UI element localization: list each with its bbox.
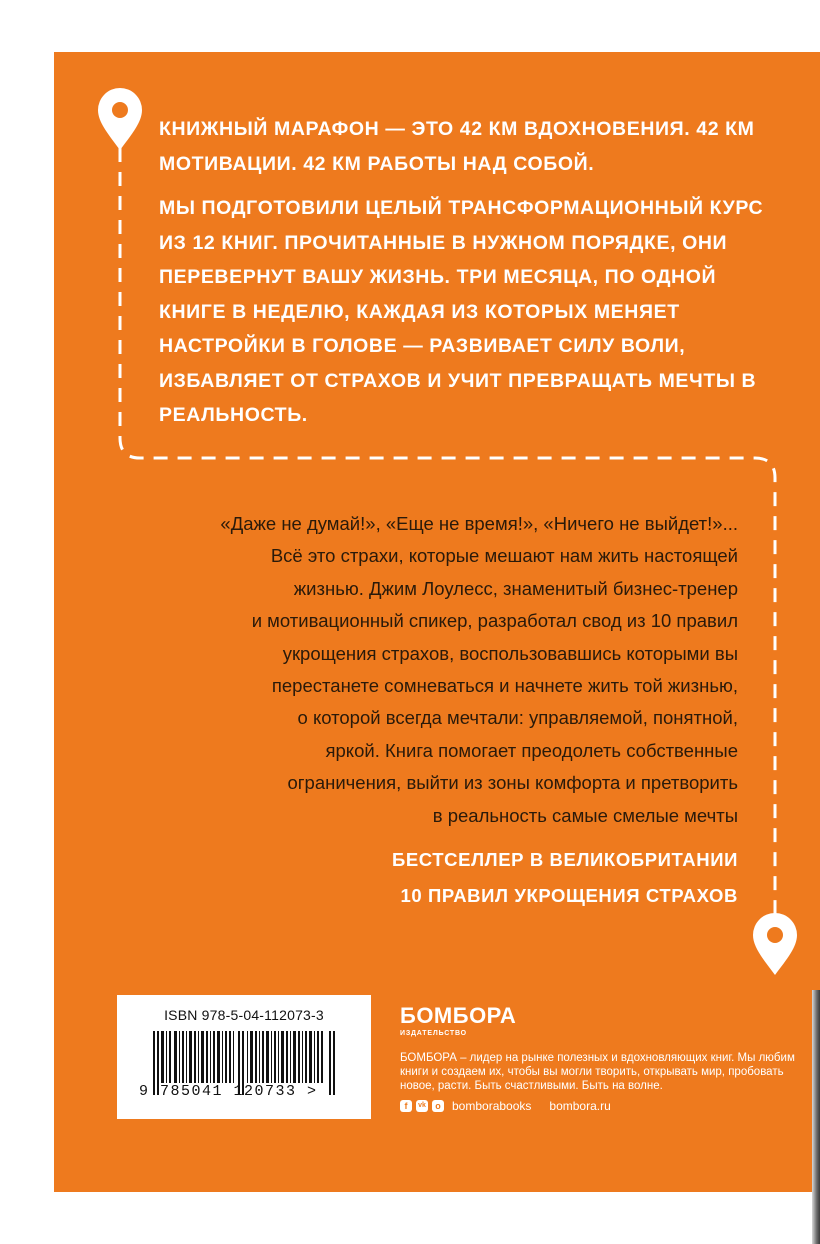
facebook-icon[interactable]: f (400, 1100, 412, 1112)
tagline (260, 842, 738, 914)
barcode-digits: 9 785041 120733 > (139, 1083, 318, 1100)
book-description (150, 508, 738, 832)
instagram-icon[interactable]: o (432, 1100, 444, 1112)
vk-icon[interactable]: vk (416, 1100, 428, 1112)
desc-line: укрощения страхов, воспользовавшись которыми вы (282, 642, 738, 664)
desc-line: в реальность самые смелые мечты (432, 804, 738, 826)
tagline-subtitle: 10 ПРАВИЛ УКРОЩЕНИЯ СТРАХОВ (400, 885, 738, 906)
publisher-description: БОМБОРА – лидер на рынке полезных и вдохновляющих книг. Мы любим книги и создаем их, чтобы вы могли творить, открывать мир, пробовать новое, расти. Быть счастливыми. Быть на волне. (400, 1052, 795, 1092)
intro-headline (159, 112, 789, 181)
social-handle-link[interactable]: bomborabooks (452, 1099, 532, 1113)
publisher-social (400, 1099, 800, 1113)
desc-line: Всё это страхи, которые мешают нам жить настоящей (270, 545, 738, 567)
isbn-label: ISBN 978-5-04-112073-3 (164, 1007, 324, 1023)
marathon-brand: КНИЖНЫЙ МАРАФОН (159, 118, 380, 140)
website-link[interactable]: bombora.ru (549, 1099, 611, 1113)
intro-block (159, 112, 789, 433)
intro-body: МЫ ПОДГОТОВИЛИ ЦЕЛЫЙ ТРАНСФОРМАЦИОННЫЙ КУРС ИЗ 12 КНИГ. ПРОЧИТАННЫЕ В НУЖНОМ ПОРЯДКЕ, ОНИ ПЕРЕВЕРНУТ ВАШУ ЖИЗНЬ. ТРИ МЕСЯЦА, ПО ОДНОЙ КНИГЕ В НЕДЕЛЮ, КАЖДАЯ ИЗ КОТОРЫХ МЕНЯЕТ НАСТРОЙКИ В ГОЛОВЕ — РАЗВИВАЕТ СИЛУ ВОЛИ, ИЗБАВЛЯЕТ ОТ СТРАХОВ И УЧИТ ПРЕВРАЩАТЬ МЕЧТЫ В РЕАЛЬНОСТЬ. (159, 197, 764, 426)
desc-line: «Даже не думай!», «Еще не время!», «Ничего не выйдет!»... (220, 513, 738, 534)
desc-line: о которой всегда мечтали: управляемой, понятной, (297, 707, 738, 729)
desc-line: жизнью. Джим Лоулесс, знаменитый бизнес-тренер (293, 577, 738, 599)
tagline-bestseller: БЕСТСЕЛЛЕР В ВЕЛИКОБРИТАНИИ (391, 849, 738, 870)
publisher-logo: БОМБОРА (400, 1003, 517, 1028)
desc-line: яркой. Книга помогает преодолеть собственные (325, 739, 738, 761)
desc-line: ограничения, выйти из зоны комфорта и претворить (287, 772, 738, 794)
desc-line: перестанете сомневаться и начнете жить той жизнью, (271, 675, 738, 697)
desc-line: и мотивационный спикер, разработал свод из 10 правил (251, 610, 738, 632)
publisher-block (400, 1004, 800, 1113)
page-edge-shadow (812, 990, 820, 1244)
intro-headline-rest: — ЭТО 42 КМ ВДОХНОВЕНИЯ. 42 КМ МОТИВАЦИИ. 42 КМ РАБОТЫ НАД СОБОЙ. (159, 118, 755, 175)
publisher-subtitle: ИЗДАТЕЛЬСТВО (400, 1030, 467, 1037)
barcode-box (117, 995, 371, 1119)
